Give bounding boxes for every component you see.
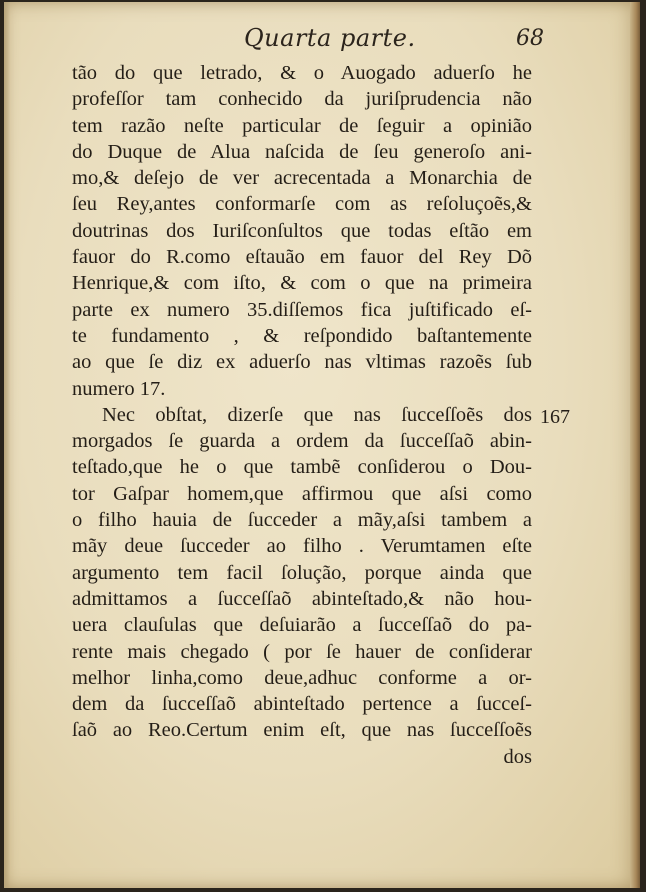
page-fore-edge <box>630 2 640 888</box>
page-header <box>74 20 544 58</box>
text-line: Henrique,& com iſto, & com o que na primeira <box>72 272 532 295</box>
text-line: fauor do R.como eſtauão em fauor del Rey Dõ <box>72 246 532 269</box>
text-line: tem razão neſte particular de ſeguir a opinião <box>72 114 532 137</box>
book-page <box>4 2 640 888</box>
text-line: rente mais chegado ( por ſe hauer de conſiderar <box>72 640 532 663</box>
text-line: tor Gaſpar homem,que affirmou que aſsi como <box>72 482 532 505</box>
text-line: admittamos a ſucceſſaõ abinteſtado,& não hou- <box>72 587 532 610</box>
text-line: teſtado,que he o que tambẽ conſiderou o Dou- <box>72 456 532 479</box>
text-line: doutrinas dos Iuriſconſultos que todas eſtão em <box>72 219 532 242</box>
running-head: Quarta parte. <box>244 24 416 52</box>
text-line: dem da ſucceſſaõ abinteſtado pertence a ſucceſ- <box>72 693 532 716</box>
text-line: tão do que letrado, & o Auogado aduerſo he <box>72 62 532 84</box>
page-number: 68 <box>516 26 544 51</box>
text-line: ſaõ ao Reo.Certum enim eſt, que nas ſucceſſoẽs <box>72 719 532 742</box>
text-line: ſeu Rey,antes conformarſe com as reſoluçoẽs,& <box>72 193 532 216</box>
text-line: mãy deue ſucceder ao filho . Verumtamen eſte <box>72 535 532 558</box>
text-line: argumento tem facil ſolução, porque ainda que <box>72 561 532 584</box>
text-line: melhor linha,como deue,adhuc conforme a or- <box>72 666 532 689</box>
text-line: numero 17. <box>72 377 166 400</box>
text-line: ao que ſe diz ex aduerſo nas vltimas razoẽs ſub <box>72 351 532 374</box>
text-line: do Duque de Alua naſcida de ſeu generoſo ani- <box>72 140 532 163</box>
catchword: dos <box>503 745 532 768</box>
text-line: te fundamento , & reſpondido baſtantemente <box>72 324 532 347</box>
text-line: o filho hauia de ſucceder a mãy,aſsi tambem a <box>72 509 532 532</box>
text-line: mo,& deſejo de ver acrecentada a Monarchia de <box>72 167 532 190</box>
text-line: profeſſor tam conhecido da juriſprudencia não <box>72 88 532 111</box>
body-text <box>72 60 532 770</box>
margin-note: 167 <box>540 406 570 428</box>
paragraph-start-line: Nec obſtat, dizerſe que nas ſucceſſoẽs dos <box>102 403 532 426</box>
text-line: morgados ſe guarda a ordem da ſucceſſaõ abin- <box>72 430 532 453</box>
page-gutter-shadow <box>4 2 10 888</box>
text-line: parte ex numero 35.diſſemos fica juſtificado eſ- <box>72 298 532 321</box>
text-line: uera clauſulas que deſuiarão a ſucceſſaõ do pa- <box>72 614 532 637</box>
